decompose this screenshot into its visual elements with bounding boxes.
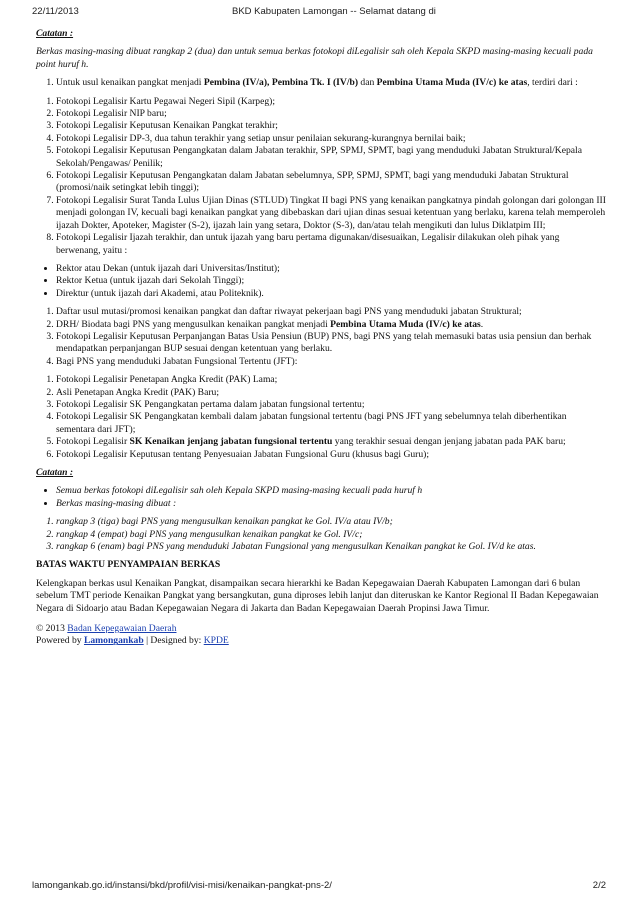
list-item: 3. rangkap 6 (enam) bagi PNS yang menduduki Jabatan Fungsional yang mengusulkan Kenaikan pangkat ke Gol. IV/d ke atas.	[56, 541, 606, 553]
powered-text: Powered by	[36, 635, 84, 647]
list-item	[56, 436, 606, 448]
powered-line	[36, 635, 606, 647]
print-title: BKD Kabupaten Lamongan -- Selamat datang di	[232, 6, 436, 17]
list-item: 6. Fotokopi Legalisir Keputusan tentang Penyesuaian Jabatan Fungsional Guru (khusus bagi Guru);	[56, 449, 606, 461]
catatan-intro: Berkas masing-masing dibuat rangkap 2 (dua) dan untuk semua berkas fotokopi diLegalisir sah oleh Kepala SKPD masing-masing kecuali pada point huruf h.	[36, 46, 593, 70]
text: DRH/ Biodata bagi PNS yang mengusulkan kenaikan pangkat menjadi	[56, 318, 331, 330]
bold-text: Pembina (IV/a), Pembina Tk. I (IV/b)	[203, 77, 359, 89]
list-item: • Semua berkas fotokopi diLegalisir sah oleh Kepala SKPD masing-masing kecuali pada huruf h	[56, 485, 606, 497]
page-number: 2/2	[592, 880, 606, 891]
text: , terdiri dari :	[527, 77, 578, 89]
list-item: 4. Fotokopi Legalisir SK Pengangkatan kembali dalam jabatan fungsional tertentu (bagi PNS JFT yang sebelumnya telah diberhentikan sementara dari JFT);	[56, 411, 606, 436]
list-item: 2. Asli Penetapan Angka Kredit (PAK) Baru;	[56, 387, 606, 399]
list-item: 2. rangkap 4 (empat) bagi PNS yang mengusulkan kenaikan pangkat ke Gol. IV/c;	[56, 529, 606, 541]
copyright-text: © 2013	[36, 623, 68, 635]
list-item: • Berkas masing-masing dibuat :	[56, 498, 606, 510]
list-item: 6. Fotokopi Legalisir Keputusan Pengangkatan dalam Jabatan sebelumnya, SPP, SPMJ, SPMT, bagi yang menduduki Jabatan Struktural (promosi/naik setingkat lebih tinggi);	[56, 170, 606, 195]
designed-text: | Designed by:	[143, 635, 204, 647]
text: .	[480, 318, 484, 330]
page-content	[32, 26, 606, 648]
list-item: 8. Fotokopi Legalisir Ijazah terakhir, dan untuk ijazah yang baru pertama digunakan/disesuaikan, Legalisir dilakukan oleh pihak yang berwenang, yaitu :	[56, 232, 606, 257]
text: Untuk usul kenaikan pangkat menjadi	[56, 77, 204, 89]
text: yang terakhir sesuai dengan jenjang jabatan pada PAK baru;	[332, 436, 566, 448]
section-heading: BATAS WAKTU PENYAMPAIAN BERKAS	[36, 559, 221, 571]
bkd-link[interactable]: Badan Kepegawaian Daerah	[67, 623, 177, 635]
catatan-heading-2: Catatan :	[36, 467, 74, 478]
requirement-list-b	[32, 306, 606, 368]
list-item: 4. Bagi PNS yang menduduki Jabatan Fungsional Tertentu (JFT):	[56, 356, 606, 368]
text: Fotokopi Legalisir	[56, 436, 130, 448]
requirement-list-jft	[32, 374, 606, 461]
list-item: 5. Fotokopi Legalisir Keputusan Pengangkatan dalam Jabatan terakhir, SPP, SPMJ, SPMT, bagi yang menduduki Jabatan Struktural/Kepala Sekolah/Pengawas/ Penilik;	[56, 145, 606, 170]
list-item: 3. Fotokopi Legalisir Keputusan Perpanjangan Batas Usia Pensiun (BUP) PNS, bagi PNS yang telah memasuki batas usia pensiun dan berhak mendapatkan perpanjangan BUP sesuai dengan ketentuan yang berlaku.	[56, 331, 606, 356]
bold-text: SK Kenaikan jenjang jabatan fungsional tertentu	[129, 436, 333, 448]
copyright-line	[36, 623, 606, 635]
text: dan	[358, 77, 377, 89]
list-item: • Direktur (untuk ijazah dari Akademi, atau Politeknik).	[56, 288, 606, 300]
print-url: lamongankab.go.id/instansi/bkd/profil/visi-misi/kenaikan-pangkat-pns-2/	[32, 880, 332, 891]
list-item: 3. Fotokopi Legalisir SK Pengangkatan pertama dalam jabatan fungsional tertentu;	[56, 399, 606, 411]
list-item: • Rektor Ketua (untuk ijazah dari Sekolah Tinggi);	[56, 275, 606, 287]
legalisir-authority-list	[32, 263, 606, 300]
list-item: 1. Fotokopi Legalisir Penetapan Angka Kredit (PAK) Lama;	[56, 374, 606, 386]
rangkap-list	[32, 516, 606, 553]
print-date: 22/11/2013	[32, 6, 79, 17]
list-item: • Rektor atau Dekan (untuk ijazah dari Universitas/Institut);	[56, 263, 606, 275]
list-item: 1. Daftar usul mutasi/promosi kenaikan pangkat dan daftar riwayat pekerjaan bagi PNS yang menduduki jabatan Struktural;	[56, 306, 606, 318]
lamongankab-link[interactable]: Lamongankab	[83, 635, 144, 647]
usul-item	[56, 77, 606, 89]
list-item: 7. Fotokopi Legalisir Surat Tanda Lulus Ujian Dinas (STLUD) Tingkat II bagi PNS yang kenaikan pangkatnya pindah golongan dari golongan III menjadi golongan IV, kecuali bagi kenaikan pangkat yang dibebaskan dari ujian dinas sesuai ketentuan yang berlaku, karena telah memperoleh ijazah Dokter, Apoteker, Magister (S-2), ijazah lain yang setara, Doktor (S-3), dan/atau telah mengikuti dan lulus Diklatpim III;	[56, 195, 606, 232]
print-footer	[32, 880, 606, 894]
usul-list	[32, 77, 606, 89]
section-paragraph: Kelengkapan berkas usul Kenaikan Pangkat, disampaikan secara hierarkhi ke Badan Kepegawaian Daerah Kabupaten Lamongan dari 6 bulan sebelum TMT periode Kenaikan Pangkat yang bersangkutan, guna diproses lebih lanjut dan diteruskan ke Kantor Regional II Badan Kepegawaian Negara di Sidoarjo atau Badan Kepegawaian Negara di Jakarta dan Badan Kepegawaian Daerah Propinsi Jawa Timur.	[36, 577, 599, 614]
bold-text: Pembina Utama Muda (IV/c) ke atas	[330, 318, 481, 330]
requirement-list-a	[32, 96, 606, 257]
list-item: 4. Fotokopi Legalisir DP-3, dua tahun terakhir yang setiap unsur penilaian sekurang-kurangnya bernilai baik;	[56, 133, 606, 145]
print-header	[32, 6, 606, 20]
list-item: 1. Fotokopi Legalisir Kartu Pegawai Negeri Sipil (Karpeg);	[56, 96, 606, 108]
bold-text: Pembina Utama Muda (IV/c) ke atas	[376, 77, 528, 89]
catatan-heading: Catatan :	[36, 28, 74, 39]
kpde-link[interactable]: KPDE	[203, 635, 229, 647]
list-item: 1. rangkap 3 (tiga) bagi PNS yang mengusulkan kenaikan pangkat ke Gol. IV/a atau IV/b;	[56, 516, 606, 528]
list-item: 3. Fotokopi Legalisir Keputusan Kenaikan Pangkat terakhir;	[56, 120, 606, 132]
list-item	[56, 319, 606, 331]
list-item: 2. Fotokopi Legalisir NIP baru;	[56, 108, 606, 120]
catatan-bullets	[32, 485, 606, 510]
